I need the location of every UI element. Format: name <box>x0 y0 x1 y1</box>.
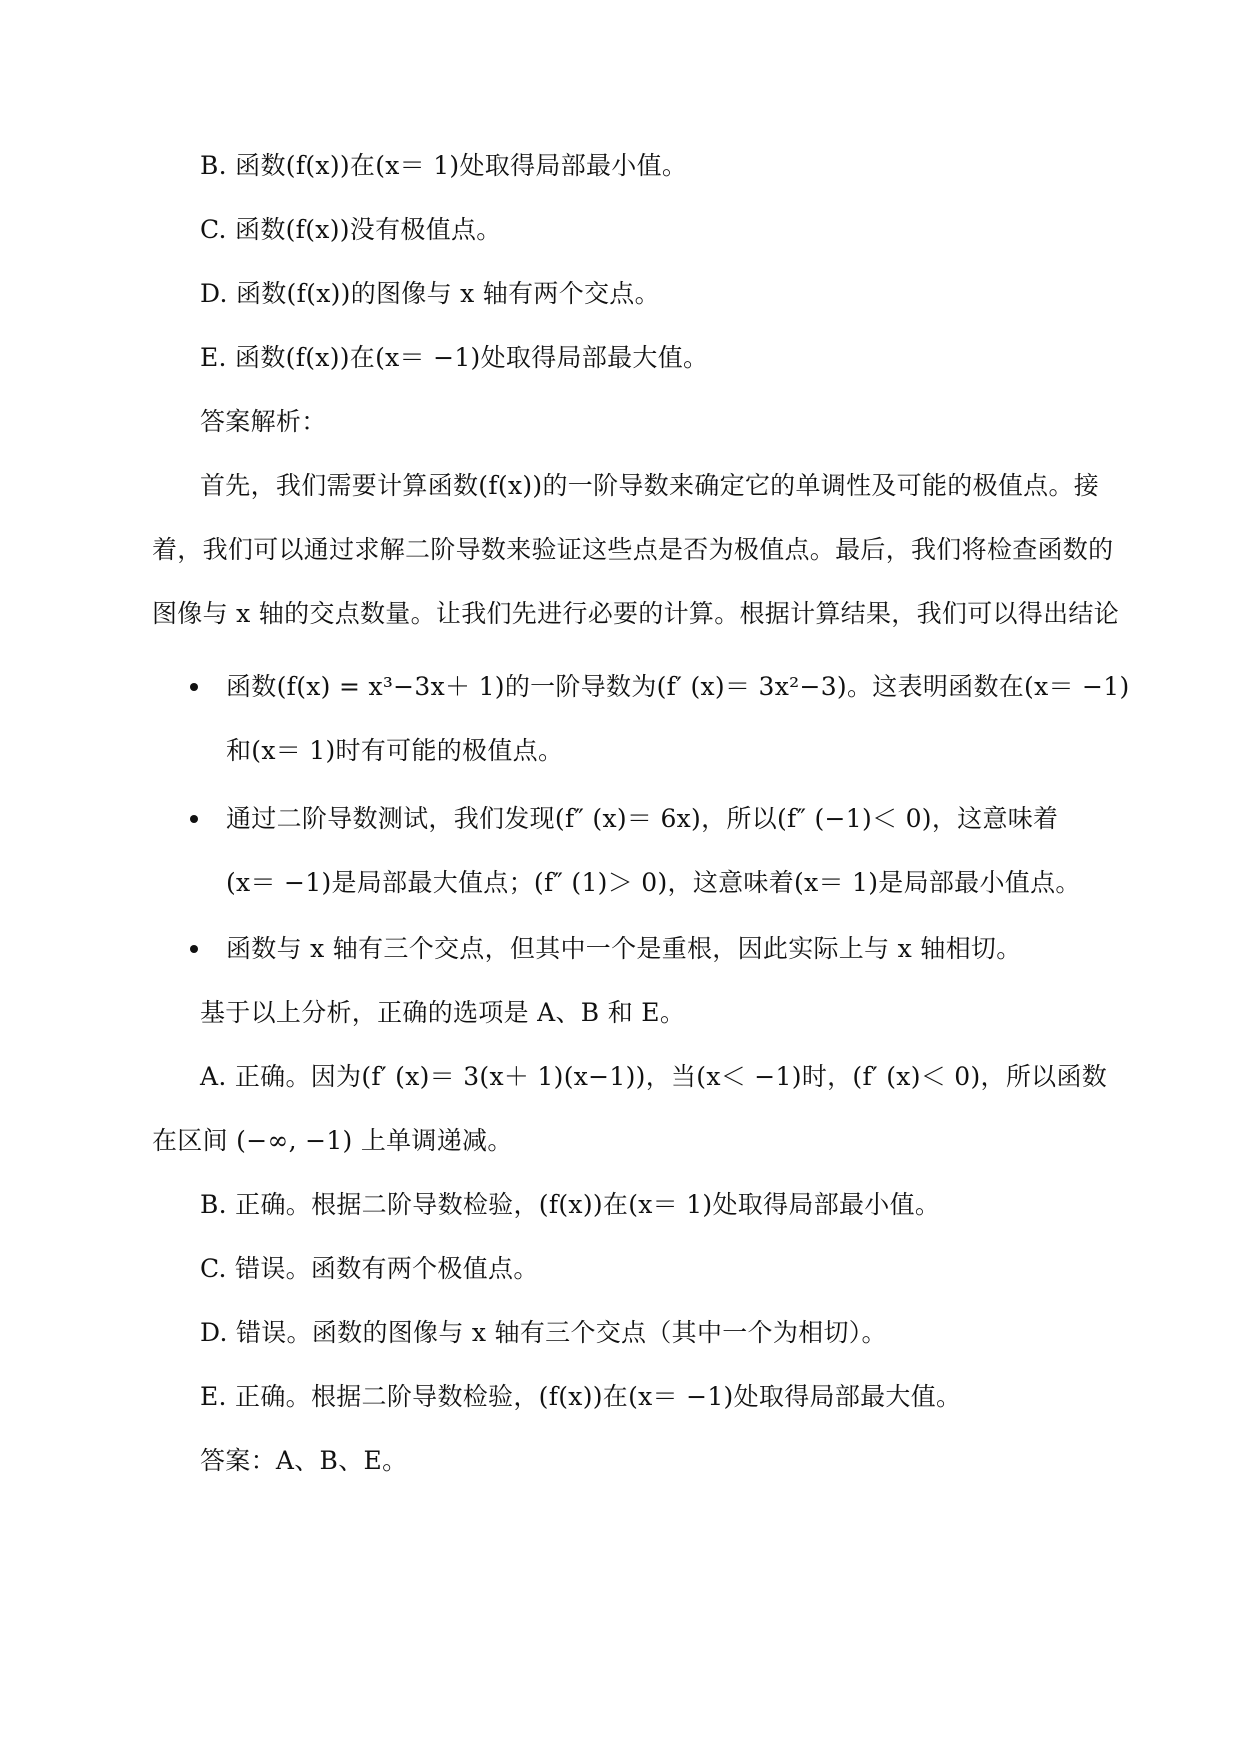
final-answer: 答案：A、B、E。 <box>200 1446 408 1475</box>
option-e: E. 函数(f(x))在(x＝ −1)处取得局部最大值。 <box>200 343 709 372</box>
judgment-b: B. 正确。根据二阶导数检验，(f(x))在(x＝ 1)处取得局部最小值。 <box>200 1190 941 1219</box>
bullet-dot <box>190 945 198 953</box>
option-d: D. 函数(f(x))的图像与 x 轴有两个交点。 <box>200 279 660 308</box>
judgment-a-line-1: A. 正确。因为(f′ (x)＝ 3(x＋ 1)(x−1))，当(x＜ −1)时，(f′ (x)＜ 0)，所以函数 <box>200 1062 1108 1091</box>
bullet-2-line-1: 通过二阶导数测试，我们发现(f″ (x)＝ 6x)，所以(f″ (−1)＜ 0)，这意味着 <box>226 804 1059 833</box>
analysis-intro-line-3: 图像与 x 轴的交点数量。让我们先进行必要的计算。根据计算结果，我们可以得出结论 <box>152 599 1119 628</box>
analysis-heading: 答案解析： <box>200 407 327 436</box>
analysis-intro-line-1: 首先，我们需要计算函数(f(x))的一阶导数来确定它的单调性及可能的极值点。接 <box>200 471 1100 500</box>
bullet-2-line-2: (x＝ −1)是局部最大值点；(f″ (1)＞ 0)，这意味着(x＝ 1)是局部最小值点。 <box>226 868 1081 897</box>
analysis-conclusion: 基于以上分析，正确的选项是 A、B 和 E。 <box>200 998 686 1027</box>
judgment-a-line-2: 在区间 (−∞, −1) 上单调递减。 <box>152 1126 513 1155</box>
bullet-1-line-2: 和(x＝ 1)时有可能的极值点。 <box>226 736 564 765</box>
judgment-e: E. 正确。根据二阶导数检验，(f(x))在(x＝ −1)处取得局部最大值。 <box>200 1382 962 1411</box>
bullet-3-line-1: 函数与 x 轴有三个交点，但其中一个是重根，因此实际上与 x 轴相切。 <box>226 934 1022 963</box>
judgment-d: D. 错误。函数的图像与 x 轴有三个交点（其中一个为相切）。 <box>200 1318 887 1347</box>
option-b: B. 函数(f(x))在(x＝ 1)处取得局部最小值。 <box>200 151 688 180</box>
bullet-dot <box>190 815 198 823</box>
judgment-c: C. 错误。函数有两个极值点。 <box>200 1254 539 1283</box>
analysis-intro-line-2: 着，我们可以通过求解二阶导数来验证这些点是否为极值点。最后，我们将检查函数的 <box>152 535 1114 564</box>
option-c: C. 函数(f(x))没有极值点。 <box>200 215 502 244</box>
bullet-1-line-1: 函数(f(x) = x³−3x＋ 1)的一阶导数为(f′ (x)＝ 3x²−3)。这表明函数在(x＝ −1) <box>226 672 1130 701</box>
bullet-dot <box>190 683 198 691</box>
